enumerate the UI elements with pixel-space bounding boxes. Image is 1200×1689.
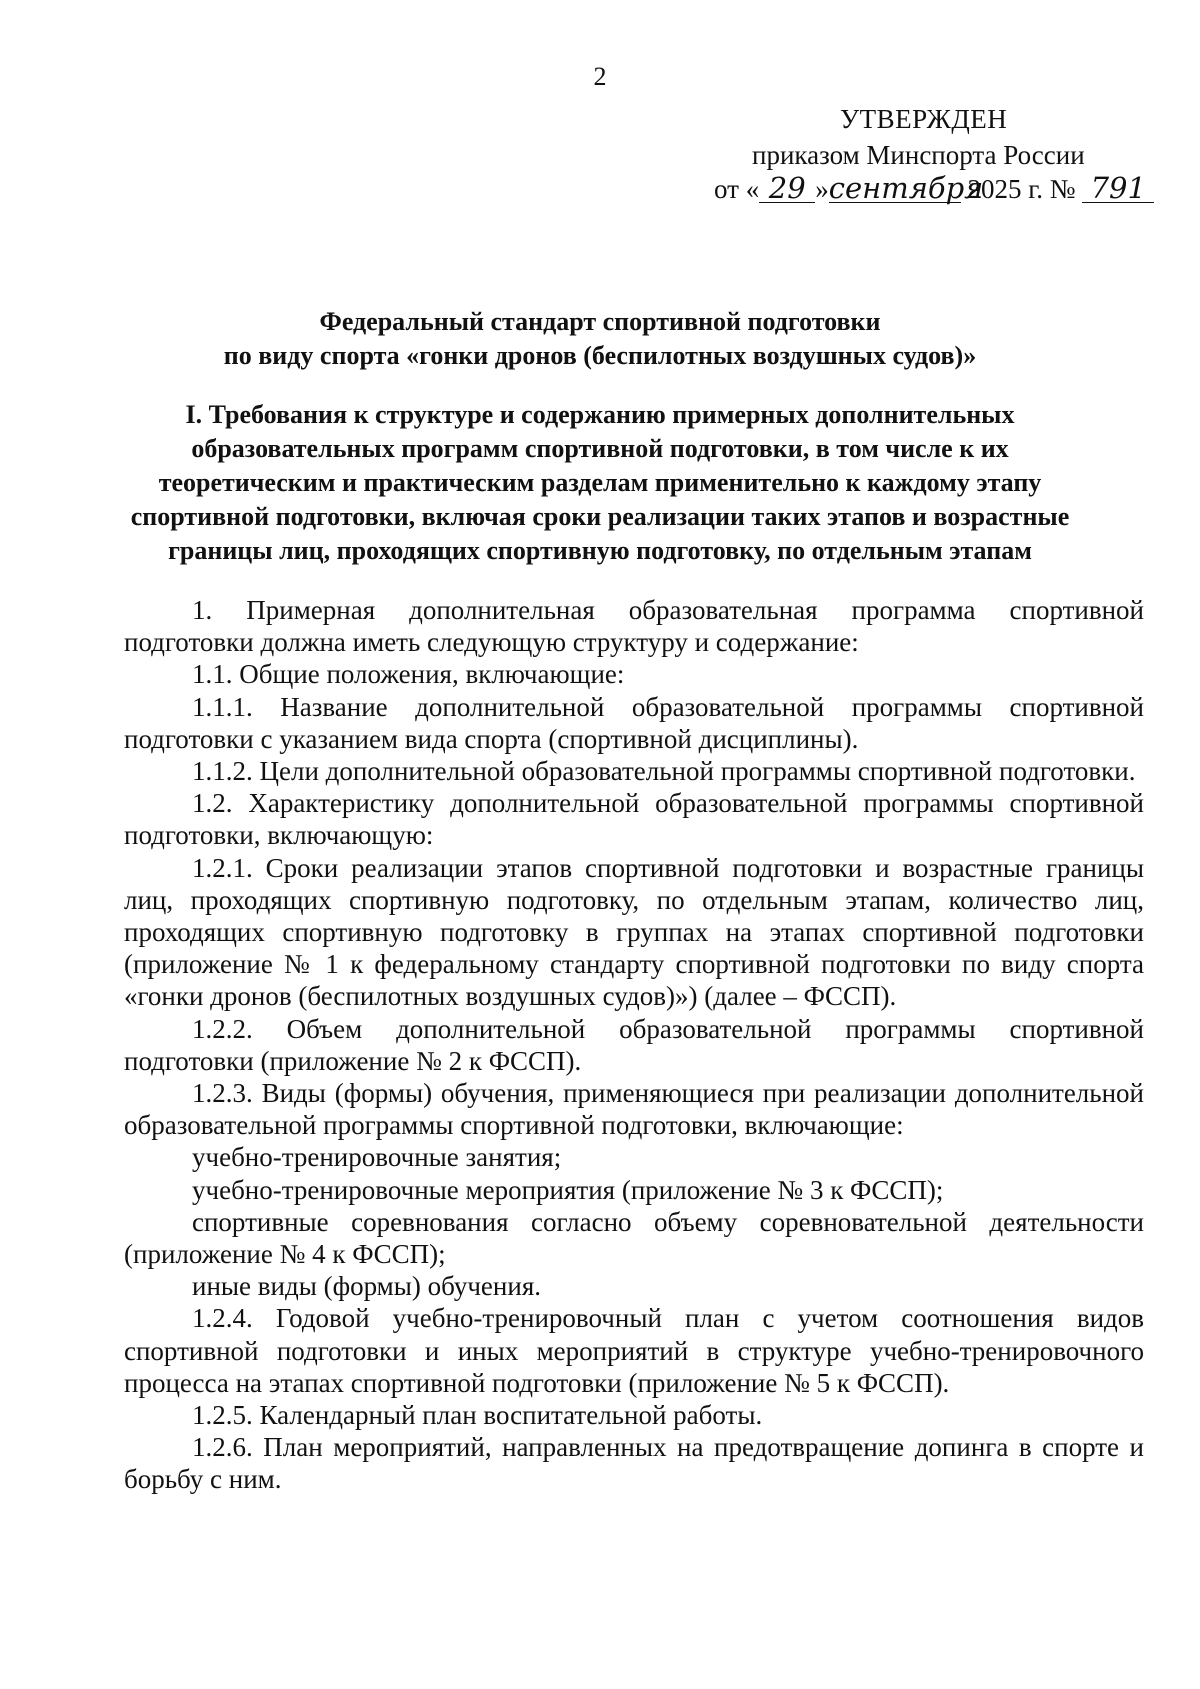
paragraph: 1. Примерная дополнительная образовательная программа спортивной подготовки должна иметь следующую структуру и содержание: xyxy=(124,595,1144,658)
document-title xyxy=(0,305,1200,373)
paragraph: 1.1. Общие положения, включающие: xyxy=(192,659,625,690)
paragraph: 1.2.5. Календарный план воспитательной работы. xyxy=(192,1400,763,1431)
approval-order-line: приказом Минспорта России xyxy=(752,140,1085,170)
paragraph: 1.2.6. План мероприятий, направленных на предотвращение допинга в спорте и борьбу с ним. xyxy=(124,1432,1144,1495)
paragraph: 1.2. Характеристику дополнительной образовательной программы спортивной подготовки, включающую: xyxy=(124,788,1144,851)
title-line-1: Федеральный стандарт спортивной подготовки xyxy=(319,307,881,336)
section-heading: I. Требования к структуре и содержанию примерных дополнительных образовательных программ спортивной подготовки, в том числе к их теоретическим и практическим разделам применительно к каждому этапу спортивной подготовки, включая сроки реализации таких этапов и возрастные границы лиц, проходящих спортивную подготовку, по отдельным этапам xyxy=(130,400,1070,565)
list-item: учебно-тренировочные мероприятия (приложение № 3 к ФССП); xyxy=(192,1174,944,1205)
handwritten-month: сентября xyxy=(828,171,984,205)
approval-date-line xyxy=(714,171,1154,205)
date-prefix: от « xyxy=(714,174,760,204)
paragraph: 1.2.1. Сроки реализации этапов спортивной подготовки и возрастные границы лиц, проходящих спортивную подготовку, по отдельным этапам, количество лиц, проходящих спортивную подготовку в группах на этапах спортивной подготовки (приложение № 1 к федеральному стандарту спортивной подготовки по виду спорта «гонки дронов (беспилотных воздушных судов)») (далее – ФССП). xyxy=(124,852,1144,1012)
page-number: 2 xyxy=(593,62,607,91)
year-and-number-label: 2025 г. № xyxy=(967,174,1076,204)
handwritten-order-number: 791 xyxy=(1082,174,1154,203)
paragraph: 1.2.4. Годовой учебно-тренировочный план с учетом соотношения видов спортивной подготовки и иных мероприятий в структуре учебно-тренировочного процесса на этапах спортивной подготовки (приложение № 5 к ФССП). xyxy=(124,1303,1144,1398)
title-line-2: по виду спорта «гонки дронов (беспилотных воздушных судов)» xyxy=(223,341,977,370)
handwritten-day: 29 xyxy=(759,174,815,203)
list-item: иные виды (формы) обучения. xyxy=(192,1271,541,1302)
paragraph: 1.2.3. Виды (формы) обучения, применяющиеся при реализации дополнительной образовательной программы спортивной подготовки, включающие: xyxy=(124,1078,1144,1141)
paragraph: 1.2.2. Объем дополнительной образовательной программы спортивной подготовки (приложение № 2 к ФССП). xyxy=(124,1013,1144,1076)
list-item: спортивные соревнования согласно объему соревновательной деятельности (приложение № 4 к ФССП); xyxy=(124,1206,1144,1270)
list-item: учебно-тренировочные занятия; xyxy=(192,1142,562,1173)
document-body xyxy=(124,594,1144,1496)
paragraph: 1.1.1. Название дополнительной образовательной программы спортивной подготовки с указанием вида спорта (спортивной дисциплины). xyxy=(124,691,1144,754)
approval-title: УТВЕРЖДЕН xyxy=(840,104,1008,134)
date-separator: » xyxy=(815,174,829,204)
paragraph: 1.1.2. Цели дополнительной образовательной программы спортивной подготовки. xyxy=(192,756,1136,787)
